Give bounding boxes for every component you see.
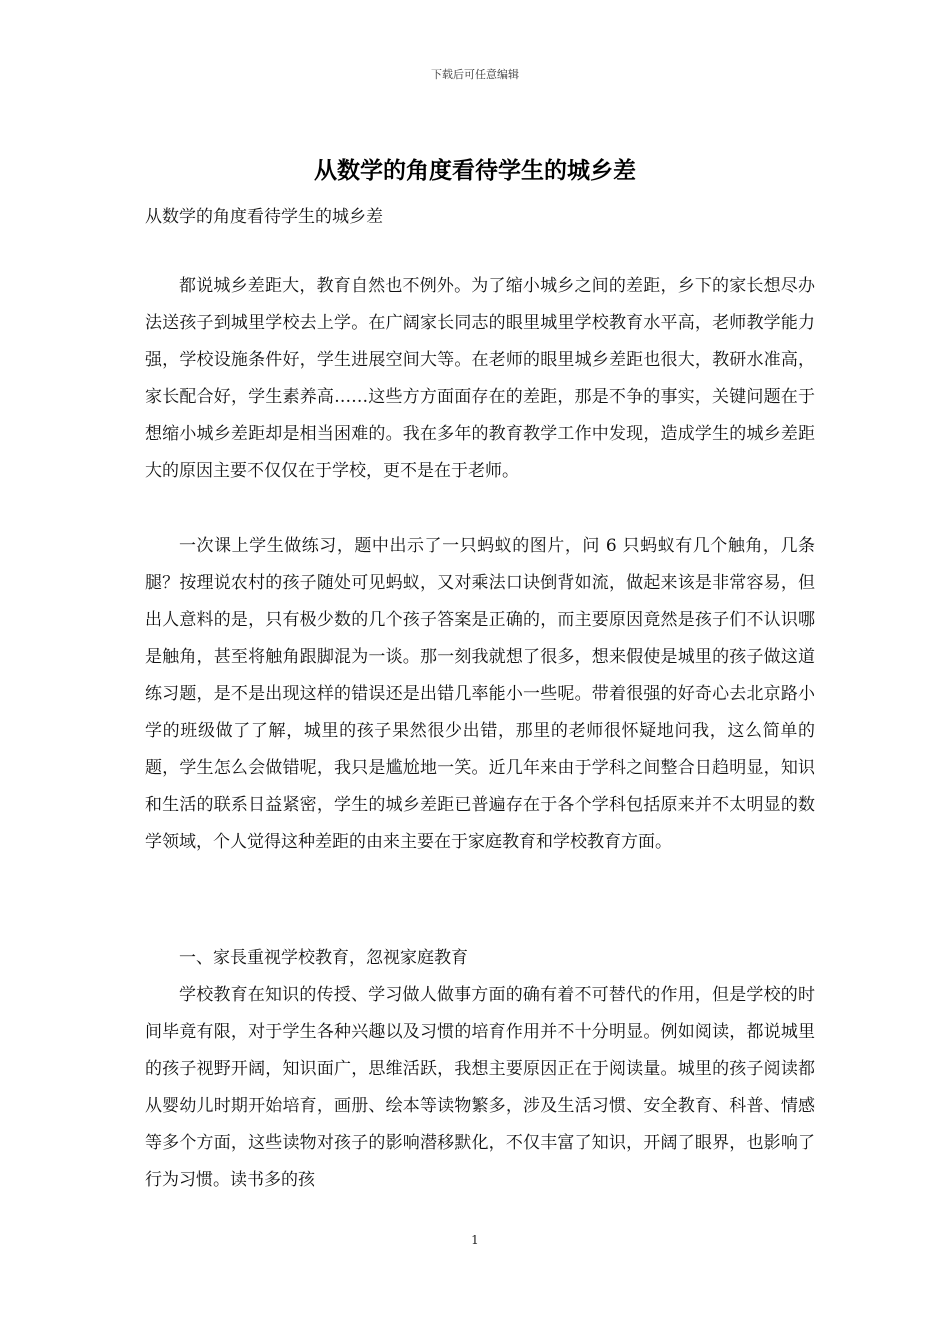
body-paragraph: 一次课上学生做练习，题中出示了一只蚂蚁的图片，问 6 只蚂蚁有几个触角，几条腿？按理说农村的孩子随处可见蚂蚁，又对乘法口诀倒背如流，做起来该是非常容易，但出人意料的是，只有极少数的几个孩子答案是正确的，而主要原因竟然是孩子们不认识哪是触角，甚至将触角跟脚混为一谈。那一刻我就想了很多，想来假使是城里的孩子做这道练习题，是不是出现这样的错误还是出错几率能小一些呢。带着很强的好奇心去北京路小学的班级做了了解，城里的孩子果然很少出错，那里的老师很怀疑地问我，这么简单的题，学生怎么会做错呢，我只是尴尬地一笑。近几年来由于学科之间整合日趋明显，知识和生活的联系日益紧密，学生的城乡差距已普遍存在于各个学科包括原来并不太明显的数学领域，个人觉得这种差距的由来主要在于家庭教育和学校教育方面。 <box>145 536 815 852</box>
document-title: 从数学的角度看待学生的城乡差 <box>314 157 636 184</box>
document-subtitle: 从数学的角度看待学生的城乡差 <box>145 207 383 227</box>
section-paragraph: 学校教育在知识的传授、学习做人做事方面的确有着不可替代的作用，但是学校的时间毕竟有限，对于学生各种兴趣以及习惯的培育作用并不十分明显。例如阅读，都说城里的孩子视野开阔，知识面广，思维活跃，我想主要原因正在于阅读量。城里的孩子阅读都从婴幼儿时期开始培育，画册、绘本等读物繁多，涉及生活习惯、安全教育、科普、情感等多个方面，这些读物对孩子的影响潜移默化，不仅丰富了知识，开阔了眼界，也影响了行为习惯。读书多的孩 <box>145 985 815 1190</box>
page-number: 1 <box>471 1233 479 1247</box>
body-paragraph: 都说城乡差距大，教育自然也不例外。为了缩小城乡之间的差距，乡下的家长想尽办法送孩子到城里学校去上学。在广阔家长同志的眼里城里学校教育水平高，老师教学能力强，学校设施条件好，学生进展空间大等。在老师的眼里城乡差距也很大，教研水准高，家长配合好，学生素养高……这些方方面面存在的差距，那是不争的事实，关键问题在于想缩小城乡差距却是相当困难的。我在多年的教育教学工作中发现，造成学生的城乡差距大的原因主要不仅仅在于学校，更不是在于老师。 <box>145 276 815 481</box>
section-heading: 一、家長重视学校教育，忽视家庭教育 <box>179 948 468 968</box>
page-header: 下载后可任意编辑 <box>431 68 519 81</box>
